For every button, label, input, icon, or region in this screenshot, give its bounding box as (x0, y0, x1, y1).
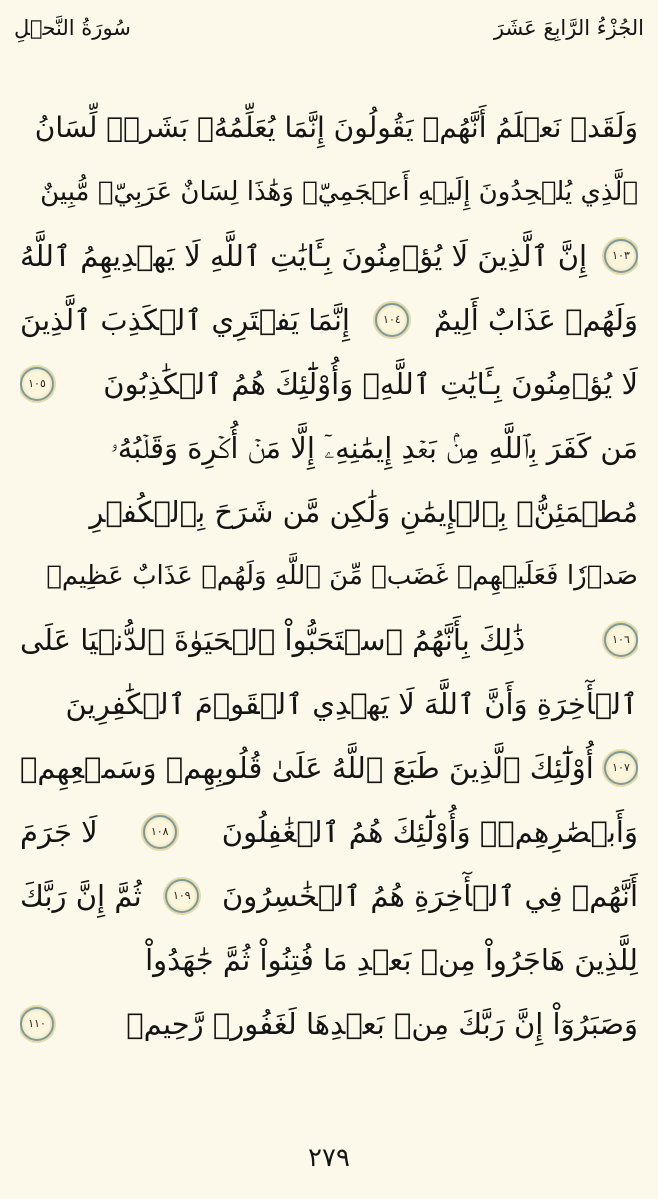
ayah-number-marker: ١٠٨ (143, 815, 177, 849)
verse-text: مَن كَفَرَ بِٱللَّهِ مِنۢ بَعۡدِ إِيمَٰنِهِۦٓ إِلَّا مَنۡ أُكۡرِهَ وَقَلۡبُهُۥ (110, 431, 638, 465)
verse-line-content (20, 224, 638, 288)
verse-line (20, 800, 638, 864)
verse-text: ثُمَّ إِنَّ رَبَّكَ (20, 879, 142, 913)
verse-line-content (20, 928, 638, 992)
verse-text: ٱلَّذِي يُلۡحِدُونَ إِلَيۡهِ أَعۡجَمِيّٞ وَهَٰذَا لِسَانٌ عَرَبِيّٞ مُّبِينٌ (40, 177, 638, 207)
verse-line-content (20, 544, 638, 608)
verse-line (20, 160, 638, 224)
verse-text: وَأَبۡصَٰرِهِمۡۖ وَأُوْلَٰٓئِكَ هُمُ ٱلۡغَٰفِلُونَ (221, 815, 638, 849)
verse-line (20, 224, 638, 288)
verse-line-content (20, 352, 638, 416)
verse-line (20, 736, 638, 800)
verse-line (20, 672, 638, 736)
verse-line (20, 480, 638, 544)
verse-line (20, 544, 638, 608)
verse-line-content (20, 608, 638, 672)
verse-text: لِلَّذِينَ هَاجَرُواْ مِنۢ بَعۡدِ مَا فُتِنُواْ ثُمَّ جَٰهَدُواْ (145, 943, 638, 977)
verse-text: إِنَّمَا يَفۡتَرِي ٱلۡكَذِبَ ٱلَّذِينَ (20, 303, 350, 337)
verse-line (20, 608, 638, 672)
verse-text: ذَٰلِكَ بِأَنَّهُمُ ٱسۡتَحَبُّواْ ٱلۡحَيَوٰةَ ٱلدُّنۡيَا عَلَى (20, 623, 526, 657)
ayah-number-marker: ١٠٣ (604, 239, 638, 273)
verse-text: لَا جَرَمَ (20, 815, 98, 849)
ayah-number-marker: ١١٠ (20, 1007, 54, 1041)
verse-line (20, 416, 638, 480)
verse-line-content (20, 800, 638, 864)
verse-line-content (20, 288, 638, 352)
verse-text: ٱلۡأٓخِرَةِ وَأَنَّ ٱللَّهَ لَا يَهۡدِي ٱلۡقَوۡمَ ٱلۡكَٰفِرِينَ (65, 687, 638, 721)
verse-line (20, 96, 638, 160)
verse-text: وَلَقَدۡ نَعۡلَمُ أَنَّهُمۡ يَقُولُونَ إِنَّمَا يُعَلِّمُهُۥ بَشَرٞۗ لِّسَانُ (34, 111, 638, 144)
ayah-number-marker: ١٠٧ (604, 751, 638, 785)
verse-text: أَنَّهُمۡ فِي ٱلۡأٓخِرَةِ هُمُ ٱلۡخَٰسِرُونَ (221, 879, 638, 913)
verse-line-content (20, 480, 638, 544)
verse-line-content (20, 672, 638, 736)
verse-line (20, 288, 638, 352)
verse-line-content (20, 96, 638, 160)
verse-text: إِنَّ ٱلَّذِينَ لَا يُؤۡمِنُونَ بِـَٔايَٰتِ ٱللَّهِ لَا يَهۡدِيهِمُ ٱللَّهُ (20, 239, 588, 273)
verse-text: أُوْلَٰٓئِكَ ٱلَّذِينَ طَبَعَ ٱللَّهُ عَلَىٰ قُلُوبِهِمۡ وَسَمۡعِهِمۡ (20, 751, 594, 785)
verse-line (20, 864, 638, 928)
page-number: ٢٧٩ (308, 1143, 350, 1173)
verse-line (20, 992, 638, 1056)
verse-line-content (20, 416, 638, 480)
surah-name: سُورَةُ النَّحۡلِ (14, 15, 131, 40)
verse-text: صَدۡرٗا فَعَلَيۡهِمۡ غَضَبٞ مِّنَ ٱللَّهِ وَلَهُمۡ عَذَابٌ عَظِيمٞ (46, 561, 638, 591)
ayah-number-marker: ١٠٥ (20, 367, 54, 401)
verse-text: لَا يُؤۡمِنُونَ بِـَٔايَٰتِ ٱللَّهِۖ وَأُوْلَٰٓئِكَ هُمُ ٱلۡكَٰذِبُونَ (103, 367, 638, 401)
ayah-number-marker: ١٠٤ (375, 303, 409, 337)
ayah-number-marker: ١٠٦ (604, 623, 638, 657)
verse-line (20, 352, 638, 416)
verse-line-content (20, 992, 638, 1056)
verse-text: وَصَبَرُوٓاْ إِنَّ رَبَّكَ مِنۢ بَعۡدِهَا لَغَفُورٞ رَّحِيمٞ (126, 1007, 638, 1041)
verse-text: وَلَهُمۡ عَذَابٌ أَلِيمٌ (433, 303, 638, 337)
verse-line-content (20, 864, 638, 928)
page-header (14, 10, 644, 46)
verse-line-content (20, 160, 638, 224)
ayah-number-marker: ١٠٩ (165, 879, 199, 913)
verse-text: مُطۡمَئِنُّۢ بِٱلۡإِيمَٰنِ وَلَٰكِن مَّن شَرَحَ بِٱلۡكُفۡرِ (89, 495, 638, 529)
verse-line (20, 928, 638, 992)
verse-line-content (20, 736, 638, 800)
juz-name: الجُزْءُ الرَّابِعَ عَشَرَ (493, 15, 644, 40)
